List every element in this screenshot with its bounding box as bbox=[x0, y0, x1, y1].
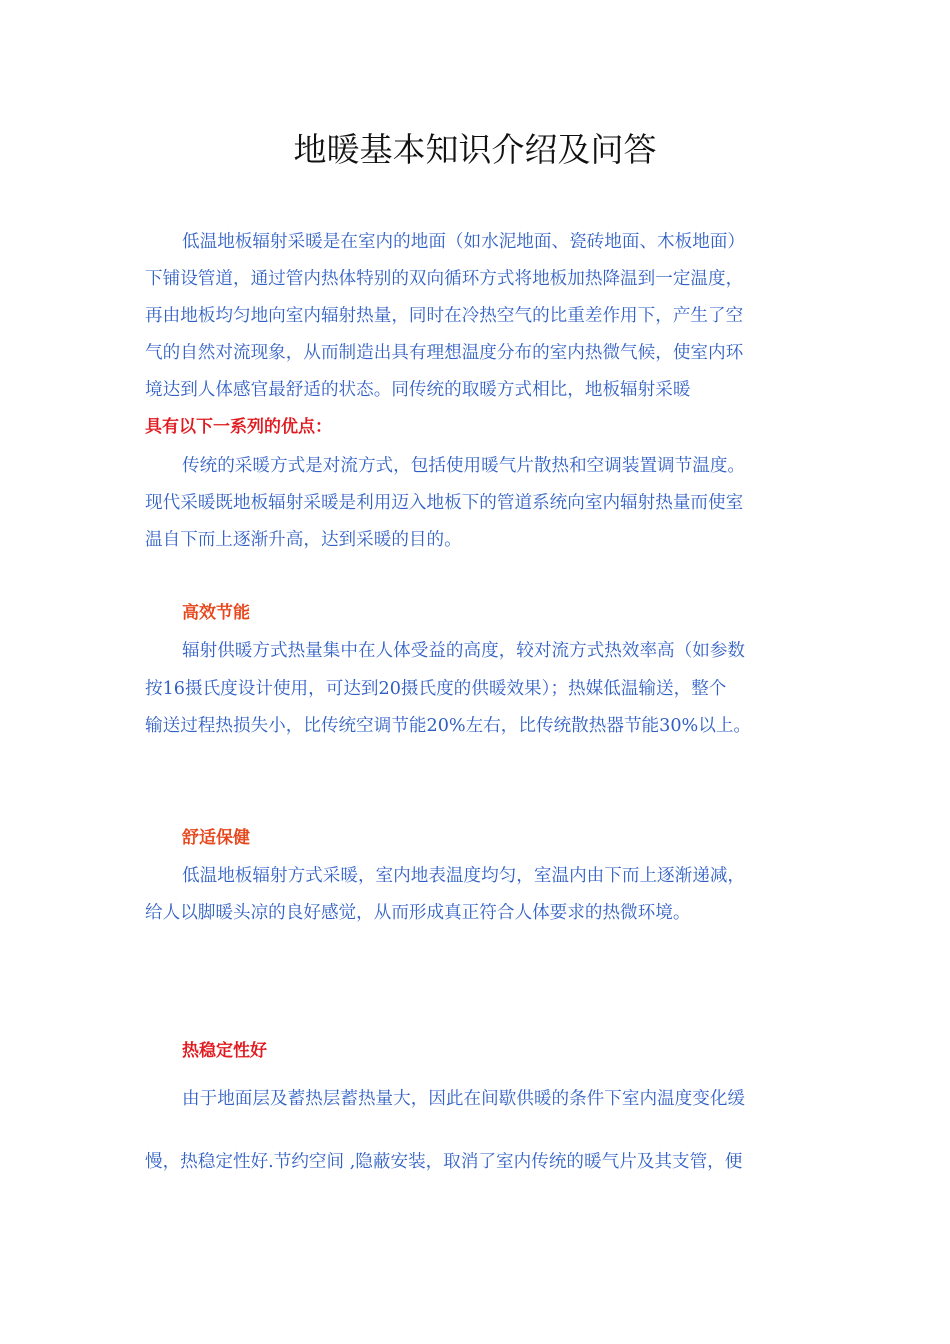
intro-line: 再由地板均匀地向室内辐射热量，同时在冷热空气的比重差作用下，产生了空 bbox=[145, 306, 744, 326]
intro-line: 气的自然对流现象，从而制造出具有理想温度分布的室内热微气候，使室内环 bbox=[145, 343, 744, 363]
section-line: 低温地板辐射方式采暖，室内地表温度均匀，室温内由下而上逐渐递减， bbox=[182, 866, 746, 886]
document-title: 地暖基本知识介绍及问答 bbox=[293, 130, 657, 169]
intro-line: 下铺设管道，通过管内热体特别的双向循环方式将地板加热降温到一定温度， bbox=[145, 269, 744, 289]
advantages-line: 现代采暖既地板辐射采暖是利用迈入地板下的管道系统向室内辐射热量而使室 bbox=[145, 493, 744, 513]
intro-line: 低温地板辐射采暖是在室内的地面（如水泥地面、瓷砖地面、木板地面） bbox=[182, 232, 746, 252]
section-line: 辐射供暖方式热量集中在人体受益的高度，较对流方式热效率高（如参数 bbox=[182, 641, 746, 661]
section-line: 慢，热稳定性好.节约空间 ,隐蔽安装，取消了室内传统的暖气片及其支管，便 bbox=[145, 1152, 743, 1172]
section-line: 由于地面层及蓄热层蓄热量大，因此在间歇供暖的条件下室内温度变化缓 bbox=[182, 1089, 746, 1109]
section-line: 给人以脚暖头凉的良好感觉，从而形成真正符合人体要求的热微环境。 bbox=[145, 903, 691, 923]
advantages-heading: 具有以下一系列的优点： bbox=[145, 417, 332, 437]
advantages-line: 温自下而上逐渐升高，达到采暖的目的。 bbox=[145, 530, 462, 550]
section-heading-efficiency: 高效节能 bbox=[182, 603, 250, 623]
section-line: 按16摄氏度设计使用，可达到20摄氏度的供暖效果）；热媒低温输送，整个 bbox=[145, 679, 727, 699]
intro-line: 境达到人体感官最舒适的状态。同传统的取暖方式相比，地板辐射采暖 bbox=[145, 380, 691, 400]
section-heading-comfort: 舒适保健 bbox=[182, 828, 250, 848]
advantages-line: 传统的采暖方式是对流方式，包括使用暖气片散热和空调装置调节温度。 bbox=[182, 456, 746, 476]
section-line: 输送过程热损失小，比传统空调节能20%左右，比传统散热器节能30%以上。 bbox=[145, 716, 752, 736]
section-heading-stability: 热稳定性好 bbox=[182, 1041, 267, 1061]
